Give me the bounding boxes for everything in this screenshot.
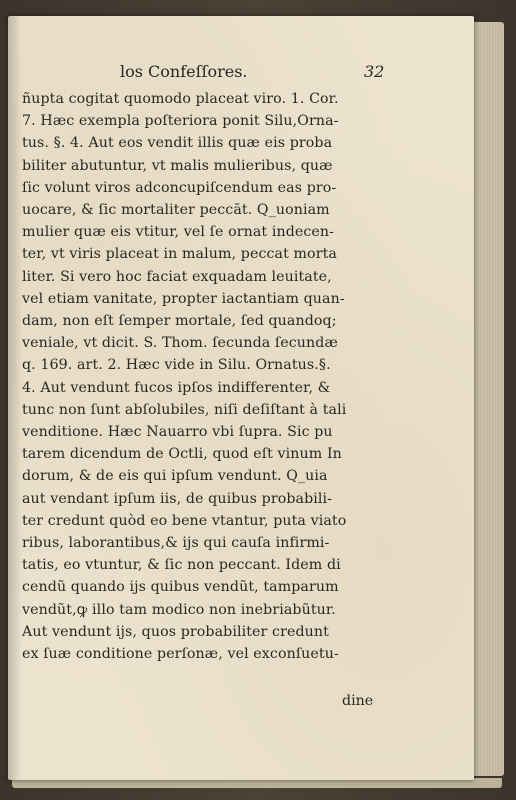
text-line: cendũ quando ijs quibus vendũt, tamparum — [22, 579, 339, 596]
text-line: ter, vt viris placeat in malum, peccat morta — [22, 246, 337, 263]
text-line: ex ſuæ conditione perſonæ, vel exconſuetu- — [22, 646, 339, 663]
text-line: ribus, laborantibus,& ijs qui cauſa infirmi- — [22, 535, 330, 552]
text-line: Aut vendunt ijs, quos probabiliter credunt — [22, 623, 329, 640]
text-line: tus. §. 4. Aut eos vendit illis quæ eis proba — [22, 135, 333, 152]
text-line: 7. Hæc exempla poſteriora ponit Silu,Orna- — [22, 113, 339, 130]
text-line: 4. Aut vendunt fucos ipſos indifferenter, & — [22, 379, 331, 396]
text-line: venditione. Hæc Nauarro vbi ſupra. Sic pu — [22, 424, 333, 441]
page-header — [20, 62, 390, 84]
text-line: liter. Si vero hoc faciat exquadam leuitate, — [22, 268, 332, 285]
text-line: biliter abutuntur, vt malis mulieribus, quæ — [22, 157, 333, 174]
catchword: dine — [342, 693, 374, 709]
text-line: tatis, eo vtuntur, & ſic non peccant. Idem di — [22, 557, 341, 574]
text-line: q. 169. art. 2. Hæc vide in Silu. Ornatus.§. — [22, 357, 331, 374]
text-line: veniale, vt dicit. S. Thom. ſecunda ſecundæ — [22, 335, 338, 352]
text-line: ſic volunt viros adconcupiſcendum eas pro- — [22, 179, 337, 196]
text-line: dorum, & de eis qui ipſum vendunt. Q_uia — [22, 468, 328, 485]
text-line: ter credunt quòd eo bene vtantur, puta viato — [22, 512, 347, 529]
text-line: mulier quæ eis vtitur, vel ſe ornat indecen- — [22, 224, 335, 241]
page-number: 32 — [364, 62, 385, 81]
page-fore-edge — [474, 22, 504, 776]
text-line: tunc non ſunt abſolubiles, niſi deſiſtant à tali — [22, 401, 347, 418]
text-line: dam, non eſt ſemper mortale, ſed quandoq; — [22, 313, 337, 330]
text-line: tarem dicendum de Octli, quod eſt vinum In — [22, 446, 342, 463]
text-line: vendũt,ꝙ illo tam modico non inebriabũtur. — [22, 601, 336, 618]
text-line: uocare, & ſic mortaliter peccāt. Q_uoniam — [22, 202, 330, 219]
running-head: los Confeſſores. — [120, 62, 248, 81]
gutter-shadow — [8, 16, 22, 780]
text-line: vel etiam vanitate, propter iactantiam quan- — [22, 290, 345, 307]
text-line: ñupta cogitat quomodo placeat viro. 1. Cor. — [22, 91, 339, 107]
body-text — [22, 88, 372, 665]
text-line: aut vendant ipſum iis, de quibus probabili- — [22, 490, 333, 507]
